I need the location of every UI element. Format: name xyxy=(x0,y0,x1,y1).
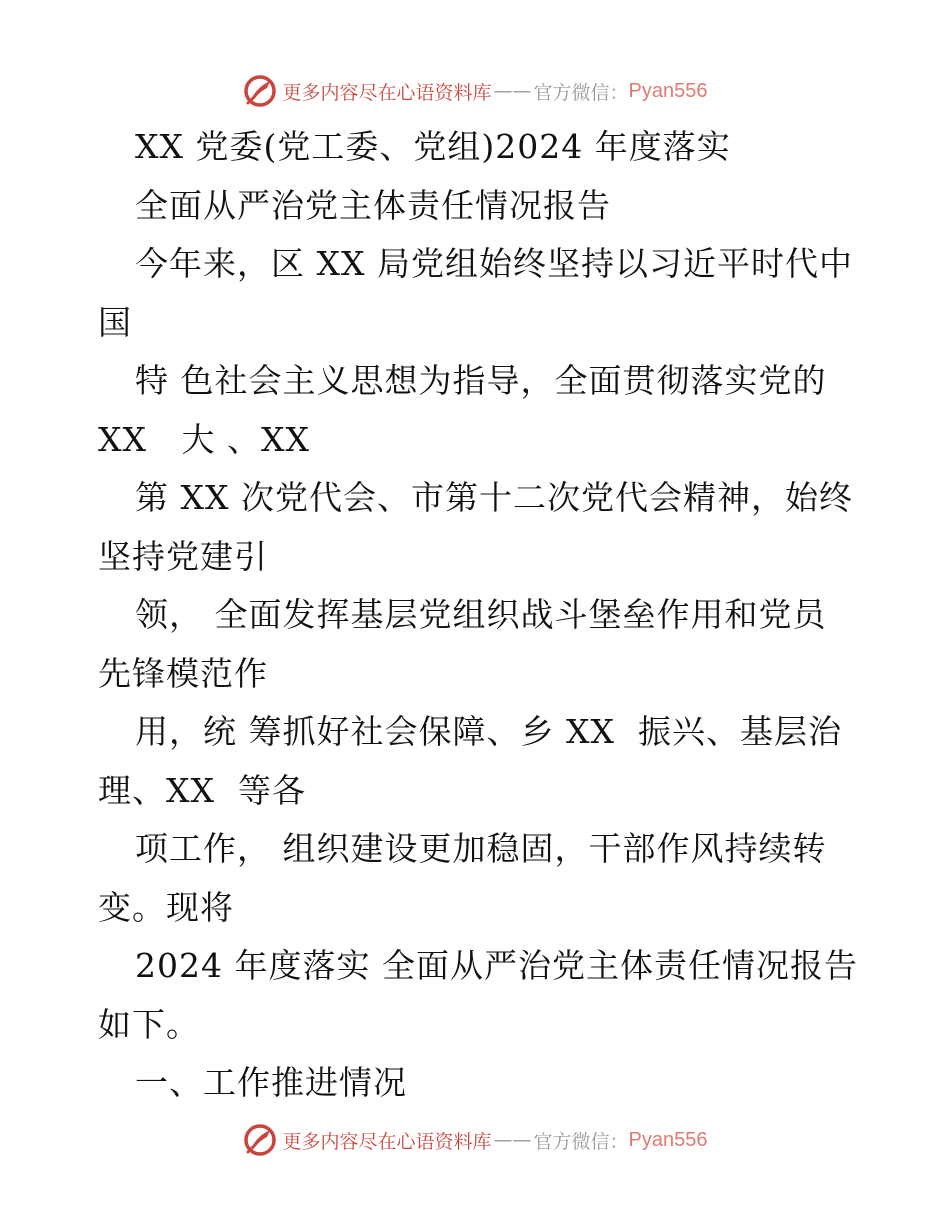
section-heading: 一、工作推进情况 xyxy=(135,1063,407,1102)
paragraph-line: 先锋模范作 xyxy=(98,653,268,693)
document-body xyxy=(98,118,858,1113)
paragraph-line: 第 XX 次党代会、市第十二次党代会精神，始终 xyxy=(135,478,853,517)
banner-wechat-label: 官方微信： xyxy=(533,81,629,104)
document-title-line: XX 党委(党工委、党组)2024 年度落实 xyxy=(135,127,731,166)
paragraph-line: XX 大 、XX xyxy=(98,419,310,459)
paragraph-line: 变。现将 xyxy=(98,887,234,927)
header-watermark-banner xyxy=(0,71,950,111)
banner-wechat-id: Pyan556 xyxy=(628,79,708,102)
paragraph-line: 项工作， 组织建设更加稳固，干部作风持续转 xyxy=(135,829,827,868)
banner-separator: —— xyxy=(493,1129,532,1151)
paragraph-line: 理、XX 等各 xyxy=(98,770,306,810)
paragraph-line: 特 色社会主义思想为指导，全面贯彻落实党的 xyxy=(135,361,827,400)
logo-icon xyxy=(243,74,277,108)
banner-text: 更多内容尽在心语资料库 xyxy=(282,1130,492,1153)
paragraph-line: 坚持党建引 xyxy=(98,536,268,576)
banner-separator: —— xyxy=(493,80,532,102)
banner-text: 更多内容尽在心语资料库 xyxy=(282,81,492,104)
paragraph-line: 用，统 筹抓好社会保障、乡 XX 振兴、基层治 xyxy=(135,712,842,751)
footer-watermark-banner xyxy=(0,1120,950,1160)
paragraph-line: 2024 年度落实 全面从严治党主体责任情况报告 xyxy=(135,946,858,985)
banner-wechat-id: Pyan556 xyxy=(628,1128,708,1151)
paragraph-line: 国 xyxy=(98,302,132,342)
logo-icon xyxy=(243,1123,277,1157)
paragraph-line: 今年来，区 XX 局党组始终坚持以习近平时代中 xyxy=(135,244,853,283)
paragraph-line: 如下。 xyxy=(98,1004,200,1044)
document-title-line: 全面从严治党主体责任情况报告 xyxy=(135,185,611,225)
paragraph-line: 领， 全面发挥基层党组织战斗堡垒作用和党员 xyxy=(135,595,827,634)
banner-wechat-label: 官方微信： xyxy=(533,1130,629,1153)
